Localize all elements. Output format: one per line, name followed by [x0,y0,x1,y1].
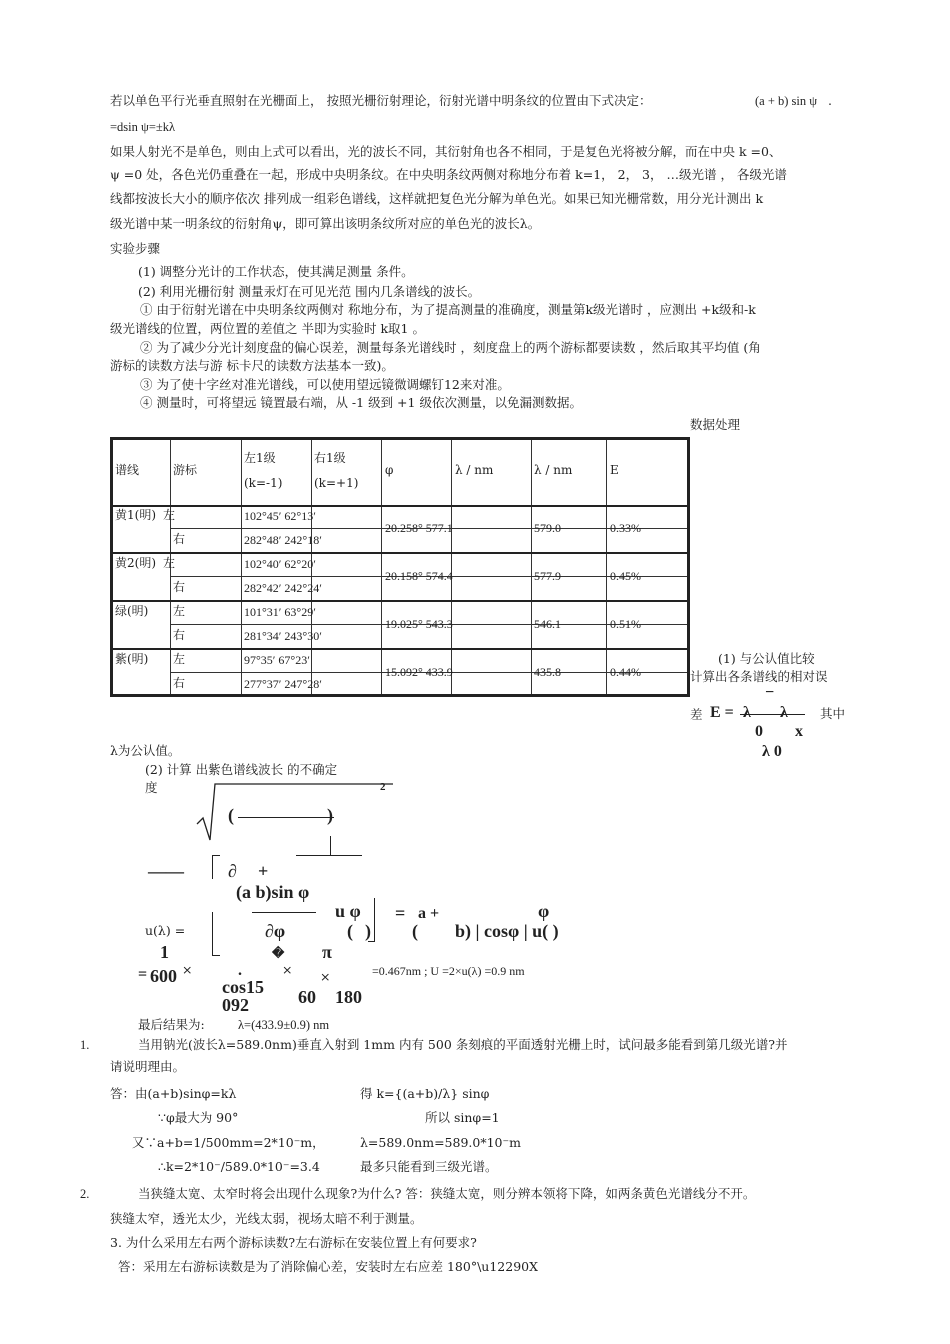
partial-top: ∂ [228,861,237,881]
answer-1-line-3-right: λ=589.0nm=589.0*10⁻m [360,1135,521,1150]
u-lambda-label: u(λ) = [145,923,186,938]
row-reading-left: 102°40′ 62°20′ [244,557,316,571]
step-2-item-1: ① 由于衍射光谱在中央明条纹两侧对 称地分布，为了提高测量的准确度，测量第k级光谱时 ，应测出 +k级和-k [140,302,756,317]
intro-paragraph-line-1: 如果人射光不是单色，则由上式可以看出，光的波长不同，其衍射角也各不相同，于是复色光将被分解，而在中央 k =0、 [110,144,782,159]
answer-1-line-1-right: 得 k={(a+b)/λ} sinφ [360,1086,490,1101]
equals: = [395,903,406,923]
row-phi-lambda: 20.158° 574.4 [385,569,453,583]
row-vernier-right: 右 [173,580,186,594]
intro-formula: (a + b) sin ψ [755,94,818,108]
row-lambda0: 579.0 [534,521,561,535]
header-left-k: (k=-1) [244,476,283,490]
plus-top: + [258,861,269,881]
number-600: 600 [150,966,177,986]
step-2: (2) 利用光栅衍射 测量汞灯在可见光范 围内几条谱线的波长。 [138,284,481,299]
header-spectral-line: 谱线 [115,463,140,477]
row-vernier-right: 右 [173,628,186,642]
row-reading-right: 282°48′ 242°18′ [244,533,322,547]
paren-open: ( [228,805,234,825]
answer-1-line-3: 又∵a+b=1/500mm=2*10⁻m， [132,1135,325,1150]
formula-lambda-2: λ [780,704,788,721]
times-2: × [282,962,293,977]
answer-1-line-2-right: 所以 sinφ=1 [425,1110,500,1125]
sqrt-exponent: 2 [380,781,386,793]
row-lambda0: 546.1 [534,617,561,631]
row-phi-lambda: 20.258° 577.1 [385,521,453,535]
question-2-number: 2. [80,1187,90,1201]
row-lambda0: 435.8 [534,665,561,679]
relative-error-text: 计算出各条谱线的相对误 [690,669,828,684]
step-2-item-1-cont: 级光谱线的位置，两位置的差值之 半即为实验时 k取1 。 [110,321,425,336]
formula-lambda0: λ 0 [762,743,782,760]
formula-lambda: λ [743,704,751,721]
a-plus: a + [418,905,440,922]
answer-1-line-4-right: 最多只能看到三级光谱。 [360,1159,498,1174]
question-1: 当用钠光(波长λ=589.0nm)垂直入射到 1mm 内有 500 条刻痕的平面透射光栅上时，试问最多能看到第几级光谱?并 [138,1037,788,1052]
result-u: =0.467nm ; U =2×u(λ) =0.9 nm [372,964,525,978]
row-lambda0: 577.9 [534,569,561,583]
header-error: E [610,463,619,477]
question-2: 当狭缝太宽、太窄时将会出现什么现象?为什么? 答：狭缝太宽，则分辨本领将下降，如两条黄色光谱线分不开。 [138,1186,756,1201]
uncertainty-heading-2: 度 [145,780,158,795]
row-error: 0.33% [610,521,641,535]
numerator-ab: (a b)sin φ [236,882,310,902]
row-name: 黄2(明) [115,556,156,570]
row-name: 紫(明) [115,652,149,666]
formula-zero: 0 [755,723,763,740]
intro-formula-end: . [828,93,832,108]
question-3: 3. 为什么采用左右两个游标读数?左右游标在安装位置上有何要求? [110,1235,477,1250]
row-error: 0.44% [610,665,641,679]
dot-symbol: � [272,946,285,960]
header-vernier: 游标 [173,463,198,477]
formula-E: E = [710,704,734,721]
row-vernier-left: 左 [173,604,186,618]
answer-3: 答：采用左右游标读数是为了消除偏心差，安装时左右应差 180°\u12290X [118,1259,539,1274]
step-2-item-3: ③ 为了使十字丝对准光谱线，可以使用望远镜微调螺钉12来对准。 [140,377,510,392]
row-vernier-right: 右 [173,532,186,546]
row-error: 0.51% [610,617,641,631]
row-vernier-left: 左 [173,652,186,666]
final-result-label: 最后结果为: [138,1017,205,1032]
intro-paragraph-line-3: 线都按波长大小的顺序依次 排列成一组彩色谱线，这样就把复色光分解为单色光。如果已知光栅常数，用分光计测出 k [110,191,764,206]
question-1-cont: 请说明理由。 [110,1059,186,1074]
row-reading-left: 101°31′ 63°29′ [244,605,316,619]
step-2-item-2-cont: 游标的读数方法与游 标卡尺的读数方法基本一致)。 [110,358,394,373]
answer-1-line-1: 答：由(a+b)sinφ=kλ [110,1086,237,1101]
question-2-cont: 狭缝太窄，透光太少，光线太弱，视场太暗不利于测量。 [110,1211,423,1226]
header-lambda: λ / nm [455,463,494,477]
d-phi: ∂φ [265,921,286,941]
row-vernier-left: 左 [163,508,176,522]
header-right-k: (k=+1) [314,476,359,490]
sqrt-sign [195,782,395,844]
row-error: 0.45% [610,569,641,583]
row-phi-lambda: 15.092° 433.9 [385,665,453,679]
times-3: × [320,969,331,984]
header-right-order: 右1级 [314,451,346,465]
intro-paragraph-line-4: 级光谱中某一明条纹的衍射角ψ，即可算出该明条纹所对应的单色光的波长λ。 [110,216,541,231]
row-vernier-right: 右 [173,676,186,690]
paren-pair-open: ( [347,921,353,941]
number-092: 092 [222,995,249,1015]
intro-paragraph-line-2: ψ =0 处，各色光仍重叠在一起，形成中央明条纹。在中央明条纹两侧对称地分布着 k=1， 2， 3， …级光谱 ， 各级光谱 [110,167,787,182]
row-reading-right: 282°42′ 242°24′ [244,581,322,595]
dot-2: . [238,962,242,979]
paren-b-open: ( [412,921,418,941]
relative-error-text-2: 差 [690,707,703,722]
data-processing-heading: 数据处理 [690,417,741,432]
phi-top: φ [538,901,550,921]
step-2-item-4: ④ 测量时，可将望远 镜置最右端，从 -1 级到 +1 级依次测量，以免漏测数据。 [140,395,582,410]
answer-1-line-2: ∵φ最大为 90° [158,1110,239,1125]
formula-bar: − [765,684,775,701]
equals-600: = [138,966,148,983]
row-vernier-left: 左 [163,556,176,570]
header-lambda0: λ / nm [534,463,573,477]
header-left-order: 左1级 [244,451,276,465]
b-cos-phi: b) | cosφ | u( ) [455,921,559,941]
pi-symbol: π [322,942,332,962]
intro-line-1: 若以单色平行光垂直照射在光栅面上， 按照光栅衍射理论，衍射光谱中明条纹的位置由下式决定： [110,93,652,108]
number-180: 180 [335,987,362,1007]
data-table [110,437,690,697]
intro-line-2: =dsin ψ=±kλ [110,120,176,134]
uncertainty-heading: (2) 计算 出紫色谱线波长 的不确定 [145,762,338,777]
paren-pair-close: ) [365,921,371,941]
step-1: (1) 调整分光计的工作状态，使其满足测量 条件。 [138,264,414,279]
row-reading-right: 281°34′ 243°30′ [244,629,322,643]
row-name: 绿(明) [115,604,149,618]
steps-heading: 实验步骤 [110,241,161,256]
paren-close: ) [327,805,333,825]
final-result: λ=(433.9±0.9) nm [238,1018,330,1032]
formula-among: 其中 [820,706,846,721]
formula-dash: —— [148,861,184,881]
row-reading-right: 277°37′ 247°28′ [244,677,322,691]
u-phi: u φ [335,901,361,921]
number-one: 1 [160,942,169,962]
cos15: cos15 [222,977,264,997]
times-1: × [182,962,193,977]
formula-x: x [795,723,803,740]
header-phi: φ [385,463,394,477]
step-2-item-2: ② 为了减少分光计刻度盘的偏心误差，测量每条光谱线时 ，刻度盘上的两个游标都要读数 ，然后取其平均值 (角 [140,340,761,355]
relative-error-heading: (1) 与公认值比较 [718,651,815,666]
question-1-number: 1. [80,1038,90,1052]
row-reading-left: 102°45′ 62°13′ [244,509,316,523]
accepted-value-note: λ为公认值。 [110,743,181,758]
row-name: 黄1(明) [115,508,156,522]
row-phi-lambda: 19.025° 543.3 [385,617,453,631]
answer-1-line-4: ∴k=2*10⁻/589.0*10⁻=3.4 [158,1159,320,1174]
row-reading-left: 97°35′ 67°23′ [244,653,310,667]
number-60: 60 [298,987,316,1007]
